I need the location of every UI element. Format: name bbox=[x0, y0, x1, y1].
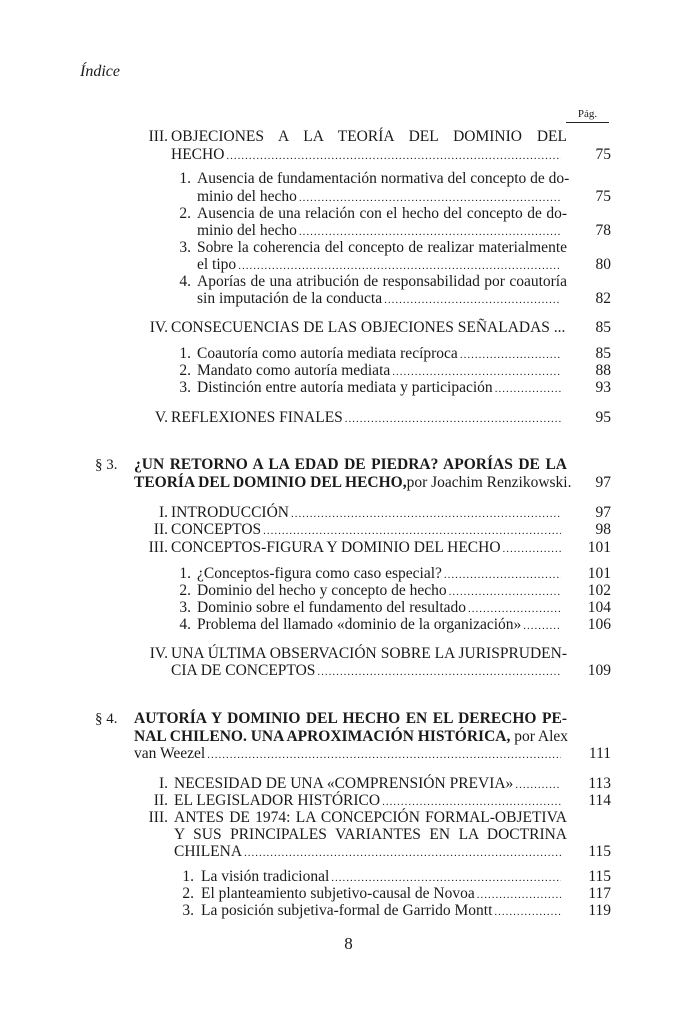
toc-number: I. bbox=[158, 775, 168, 792]
toc-entry-text: Distinción entre autoría mediata y participación bbox=[197, 379, 493, 396]
toc-entry-text: el tipo bbox=[197, 256, 237, 273]
leader-dots bbox=[523, 619, 561, 633]
toc-entry bbox=[201, 868, 611, 885]
page-number: 8 bbox=[344, 934, 353, 953]
toc-page-number: 98 bbox=[595, 521, 611, 538]
toc-entry bbox=[171, 319, 611, 336]
toc-page-number: 113 bbox=[588, 775, 611, 792]
toc-page-number: 80 bbox=[595, 256, 611, 273]
toc-entry bbox=[197, 290, 611, 307]
leader-dots bbox=[317, 665, 561, 679]
toc-entry bbox=[197, 616, 611, 633]
toc-entry-text: CIA DE CONCEPTOS bbox=[171, 662, 316, 679]
toc-page-number: 102 bbox=[587, 582, 611, 599]
toc-number: 3. bbox=[179, 239, 191, 256]
toc-entry-text: CONSECUENCIAS DE LAS OBJECIONES SEÑALADAS ... bbox=[171, 319, 566, 336]
toc-entry-text: REFLEXIONES FINALES bbox=[171, 409, 343, 426]
toc-entry-text: NECESIDAD DE UNA «COMPRENSIÓN PREVIA» bbox=[174, 775, 514, 792]
leader-dots bbox=[382, 795, 561, 809]
section-title: TEORÍA DEL DOMINIO DEL HECHO, bbox=[134, 474, 407, 491]
toc-number: 3. bbox=[179, 379, 191, 396]
toc-page-number: 109 bbox=[587, 662, 611, 679]
section-title: AUTORÍA Y DOMINIO DEL HECHO EN EL DERECHO PE- bbox=[134, 710, 567, 727]
section-author: por Alex bbox=[510, 728, 569, 745]
toc-entry bbox=[197, 565, 611, 582]
leader-dots bbox=[503, 542, 561, 556]
toc-entry-text: OBJECIONES A LA TEORÍA DEL DOMINIO DEL bbox=[171, 128, 567, 145]
toc-page-number: 75 bbox=[595, 188, 611, 205]
toc-number: 2. bbox=[179, 205, 191, 222]
toc-entry-text: Dominio del hecho y concepto de hecho bbox=[197, 582, 447, 599]
toc-entry bbox=[197, 345, 611, 362]
toc-page-number: 104 bbox=[587, 599, 611, 616]
toc-number: 2. bbox=[182, 885, 194, 902]
toc-page-number: 88 bbox=[595, 362, 611, 379]
leader-dots bbox=[263, 524, 561, 538]
toc-page-number: 97 bbox=[595, 504, 611, 521]
section-title: NAL CHILENO. UNA APROXIMACIÓN HISTÓRICA, bbox=[134, 728, 511, 745]
toc-page-number: 101 bbox=[587, 565, 611, 582]
toc-page-number: 95 bbox=[595, 409, 611, 426]
toc-entry-text: La posición subjetiva-formal de Garrido Montt bbox=[201, 902, 493, 919]
toc-entry bbox=[197, 599, 611, 616]
toc-entry-text: minio del hecho bbox=[197, 222, 297, 239]
toc-entry bbox=[171, 521, 611, 538]
section-entry bbox=[134, 474, 611, 491]
toc-entry-text: minio del hecho bbox=[197, 188, 297, 205]
leader-dots bbox=[384, 293, 561, 307]
page-column-label: Pág. bbox=[566, 108, 609, 123]
leader-dots bbox=[331, 871, 561, 885]
toc-entry-text: Y SUS PRINCIPALES VARIANTES EN LA DOCTRINA bbox=[174, 826, 567, 843]
toc-entry-text: INTRODUCCIÓN bbox=[171, 504, 289, 521]
toc-number: V. bbox=[154, 409, 168, 426]
toc-page-number: 114 bbox=[588, 792, 611, 809]
toc-number: 1. bbox=[179, 345, 191, 362]
toc-entry bbox=[197, 256, 611, 273]
toc-entry-text: El planteamiento subjetivo-causal de Novoa bbox=[201, 885, 475, 902]
toc-entry bbox=[197, 362, 611, 379]
toc-number: 4. bbox=[179, 273, 191, 290]
toc-number: IV. bbox=[149, 319, 168, 336]
section-author: van Weezel bbox=[134, 745, 206, 762]
leader-dots bbox=[244, 846, 561, 860]
toc-entry bbox=[197, 222, 611, 239]
toc-page-number: 115 bbox=[588, 843, 611, 860]
toc-number: 1. bbox=[182, 868, 194, 885]
toc-number: 3. bbox=[179, 599, 191, 616]
toc-page-number: 85 bbox=[595, 319, 611, 336]
leader-dots bbox=[495, 382, 561, 396]
toc-page-number: 101 bbox=[587, 539, 611, 556]
toc-entry bbox=[171, 504, 611, 521]
toc-page-number: 119 bbox=[588, 902, 611, 919]
toc-entry bbox=[174, 792, 611, 809]
section-number: § 3. bbox=[95, 457, 118, 473]
toc-entry bbox=[174, 775, 611, 792]
toc-entry-text: Dominio sobre el fundamento del resultado bbox=[197, 599, 467, 616]
leader-dots bbox=[392, 365, 561, 379]
toc-entry bbox=[201, 885, 611, 902]
toc-entry-text: HECHO bbox=[171, 146, 225, 163]
toc-entry bbox=[171, 409, 611, 426]
toc-entry-text: sin imputación de la conducta bbox=[197, 290, 383, 307]
toc-number: 2. bbox=[179, 582, 191, 599]
toc-entry bbox=[201, 902, 611, 919]
toc-page-number: 117 bbox=[588, 885, 611, 902]
leader-dots bbox=[449, 585, 561, 599]
toc-page-number: 111 bbox=[588, 745, 611, 762]
toc-page-number: 82 bbox=[595, 290, 611, 307]
toc-number: III. bbox=[148, 128, 168, 145]
section-entry bbox=[134, 729, 567, 745]
toc-entry-text: CONCEPTOS bbox=[171, 521, 262, 538]
leader-dots bbox=[291, 507, 561, 521]
toc-entry bbox=[174, 843, 611, 860]
section-entry bbox=[134, 745, 611, 762]
toc-entry-text: CONCEPTOS-FIGURA Y DOMINIO DEL HECHO bbox=[171, 539, 501, 556]
section-author: por Joachim Renzikowski. bbox=[406, 474, 572, 491]
toc-entry bbox=[171, 662, 611, 679]
toc-number: 2. bbox=[179, 362, 191, 379]
toc-entry-text: Aporías de una atribución de responsabilidad por coautoría bbox=[197, 273, 567, 290]
toc-number: 1. bbox=[179, 565, 191, 582]
leader-dots bbox=[444, 568, 561, 582]
toc-entry-text: UNA ÚLTIMA OBSERVACIÓN SOBRE LA JURISPRUDEN- bbox=[171, 645, 567, 662]
toc-entry bbox=[171, 539, 611, 556]
toc-number: 4. bbox=[179, 616, 191, 633]
leader-dots bbox=[515, 778, 561, 792]
toc-entry bbox=[197, 582, 611, 599]
toc-page-number: 93 bbox=[595, 379, 611, 396]
toc-entry-text: CHILENA bbox=[174, 843, 243, 860]
leader-dots bbox=[299, 225, 561, 239]
leader-dots bbox=[207, 748, 561, 762]
leader-dots bbox=[238, 259, 561, 273]
leader-dots bbox=[477, 888, 561, 902]
running-header: Índice bbox=[80, 63, 120, 80]
section-number: § 4. bbox=[95, 711, 118, 727]
toc-number: IV. bbox=[149, 645, 168, 662]
leader-dots bbox=[345, 412, 561, 426]
toc-entry-text: ¿Conceptos-figura como caso especial? bbox=[197, 565, 442, 582]
toc-page-number: 115 bbox=[588, 868, 611, 885]
toc-page-number: 85 bbox=[595, 345, 611, 362]
toc-entry-text: Mandato como autoría mediata bbox=[197, 362, 391, 379]
toc-entry bbox=[197, 379, 611, 396]
section-title: ¿UN RETORNO A LA EDAD DE PIEDRA? APORÍAS DE LA bbox=[134, 456, 567, 473]
toc-number: II. bbox=[153, 792, 168, 809]
toc-entry-text: Problema del llamado «dominio de la organización» bbox=[197, 616, 522, 633]
toc-entry bbox=[171, 146, 611, 163]
toc-number: III. bbox=[148, 539, 168, 556]
leader-dots bbox=[460, 348, 561, 362]
toc-entry bbox=[197, 188, 611, 205]
toc-entry-text: ANTES DE 1974: LA CONCEPCIÓN FORMAL-OBJETIVA bbox=[174, 809, 567, 826]
toc-entry-text: Ausencia de fundamentación normativa del concepto de do- bbox=[197, 170, 570, 187]
toc-entry-text: Coautoría como autoría mediata recíproca bbox=[197, 345, 458, 362]
leader-dots bbox=[226, 149, 561, 163]
toc-page-number: 78 bbox=[595, 222, 611, 239]
toc-number: 3. bbox=[182, 902, 194, 919]
toc-page-number: 97 bbox=[595, 474, 611, 491]
toc-number: III. bbox=[148, 809, 168, 826]
toc-number: I. bbox=[158, 504, 168, 521]
toc-entry-text: Ausencia de una relación con el hecho del concepto de do- bbox=[197, 205, 567, 222]
toc-page-number: 75 bbox=[595, 146, 611, 163]
toc-page-number: 106 bbox=[587, 616, 611, 633]
leader-dots bbox=[468, 602, 561, 616]
leader-dots bbox=[494, 905, 561, 919]
leader-dots bbox=[299, 191, 561, 205]
toc-number: 1. bbox=[179, 170, 191, 187]
toc-entry-text: EL LEGISLADOR HISTÓRICO bbox=[174, 792, 381, 809]
toc-number: II. bbox=[153, 521, 168, 538]
toc-entry-text: Sobre la coherencia del concepto de realizar materialmente bbox=[197, 239, 567, 256]
toc-entry-text: La visión tradicional bbox=[201, 868, 330, 885]
